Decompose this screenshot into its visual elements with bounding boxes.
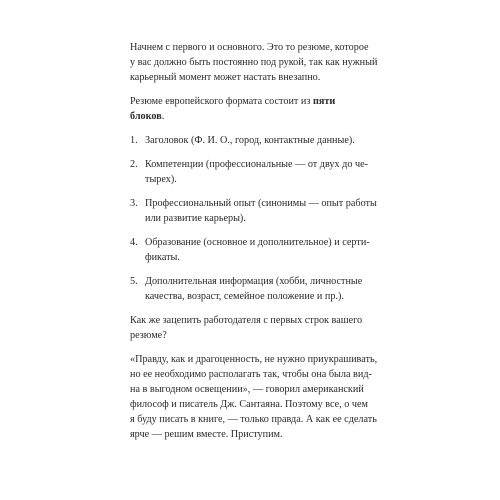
list-item-number: 4. (130, 237, 138, 248)
text-line: философ и писатель Дж. Сантаяна. Поэтому все, о чем (130, 399, 369, 410)
list-item (130, 157, 372, 187)
text-line: резюме? (130, 330, 167, 341)
text-line: Начнем с первого и основного. Это то резюме, которое (130, 42, 369, 53)
format-text-after: . (161, 111, 165, 122)
list-item-number: 1. (130, 135, 138, 146)
format-bold-text: пяти блоков (130, 96, 336, 122)
list-item-text: Образование (основное и дополнительное) и серти- (145, 237, 370, 248)
list-item-text: Заголовок (Ф. И. О., город, контактные данные). (145, 135, 355, 146)
list-item-number: 5. (130, 276, 138, 287)
text-line: на в выгодном освещении», — говорил американский (130, 384, 364, 395)
text-line: Как же зацепить работодателя с первых строк вашего (130, 315, 363, 326)
intro-paragraph (130, 40, 378, 85)
list-item (130, 274, 372, 304)
quote-paragraph (130, 352, 378, 442)
list-item-text: Компетенции (профессиональные — от двух до че- (145, 159, 369, 170)
list-item-text: Профессиональный опыт (синонимы — опыт работы (145, 198, 377, 209)
list-item-number: 3. (130, 198, 138, 209)
list-item-text: фикаты. (145, 252, 180, 263)
text-line: ярче — решим вместе. Приступим. (130, 429, 283, 440)
text-line: но ее необходимо располагать так, чтобы она была вид- (130, 369, 372, 380)
format-text-before: Резюме европейского формата состоит из (130, 96, 313, 107)
list-item (130, 196, 377, 226)
text-line: у вас должно быть постоянно под рукой, так как нужный (130, 57, 378, 68)
question-paragraph (130, 313, 372, 343)
resume-blocks-list (130, 133, 377, 304)
text-line: «Правду, как и драгоценность, не нужно приукрашивать, (130, 354, 378, 365)
list-item-number: 2. (130, 159, 138, 170)
format-paragraph (130, 94, 372, 124)
list-item-text: или развитие карьеры). (145, 213, 246, 224)
text-line: карьерный момент может настать внезапно. (130, 72, 321, 83)
list-item-text: Дополнительная информация (хобби, личностные (145, 276, 363, 287)
list-item (130, 235, 372, 265)
book-page (130, 40, 378, 451)
list-item-text: тырех). (145, 174, 177, 185)
list-item (130, 133, 372, 148)
text-line: я буду писать в книге, — только правда. А как ее сделать (130, 414, 377, 425)
list-item-text: качества, возраст, семейное положение и пр.). (145, 291, 344, 302)
